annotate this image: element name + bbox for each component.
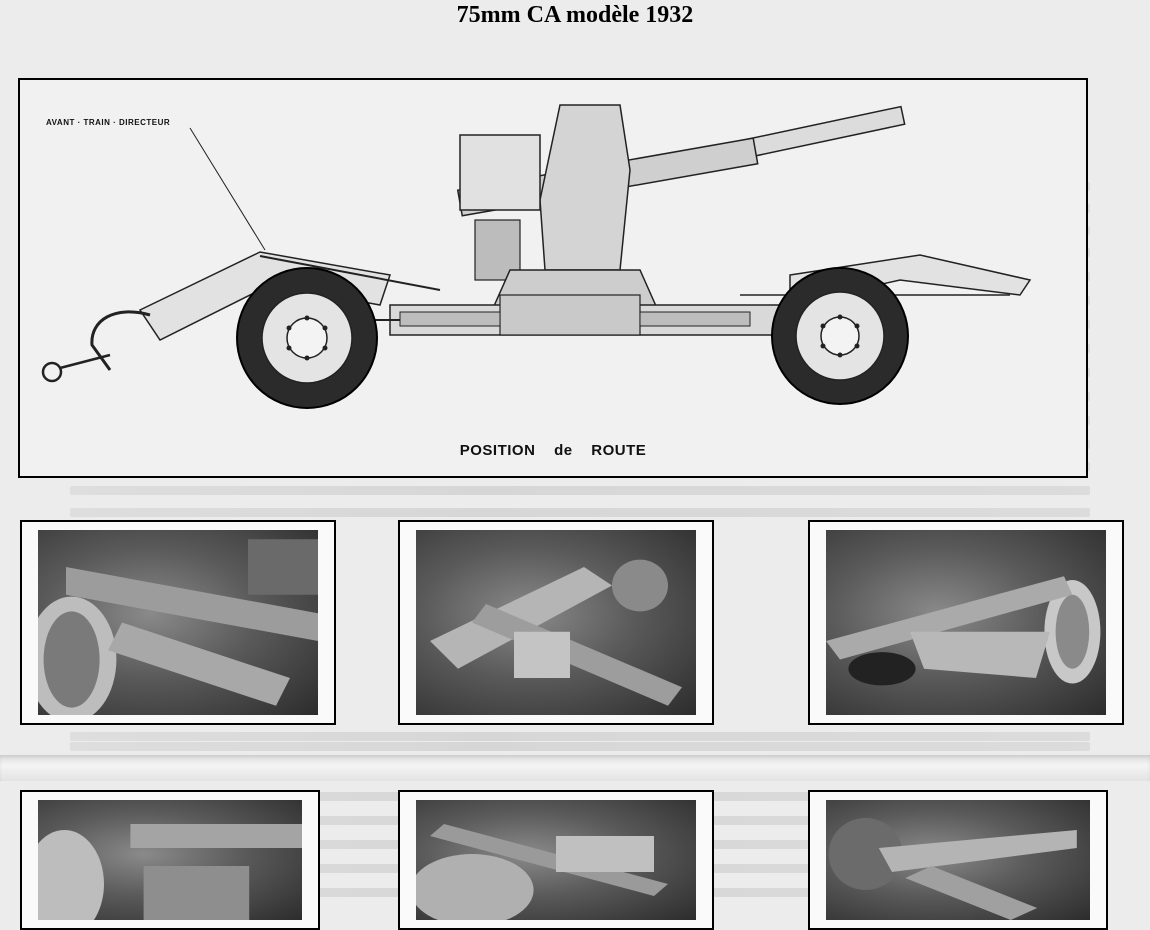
- chassis-photo: [826, 530, 1106, 715]
- chassis-photo: [416, 530, 696, 715]
- drawing-caption: POSITION de ROUTE: [459, 442, 647, 459]
- chassis-photo: [826, 800, 1090, 920]
- gun-side-view-drawing: [20, 80, 1086, 476]
- photo-frame-1: [20, 520, 336, 725]
- photo-frame-5: [398, 790, 714, 930]
- photo-frame-4: [20, 790, 320, 930]
- photo-frame-3: [808, 520, 1124, 725]
- photo-frame-6: [808, 790, 1108, 930]
- chassis-photo: [38, 530, 318, 715]
- paper-tear: [0, 755, 1150, 781]
- chassis-photo: [38, 800, 302, 920]
- callout-label: AVANT · TRAIN · DIRECTEUR: [46, 118, 171, 127]
- gun-drawing-frame: [18, 78, 1088, 478]
- photo-frame-2: [398, 520, 714, 725]
- page-title: 75mm CA modèle 1932: [456, 2, 694, 28]
- chassis-photo: [416, 800, 696, 920]
